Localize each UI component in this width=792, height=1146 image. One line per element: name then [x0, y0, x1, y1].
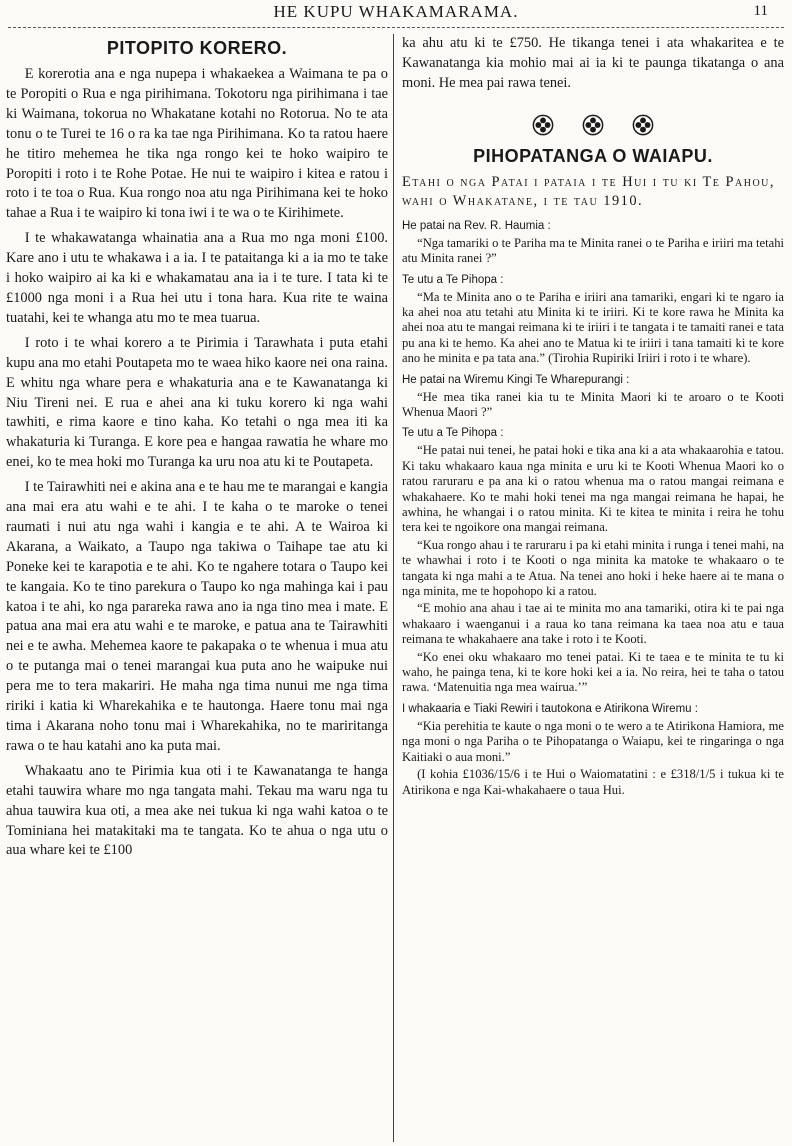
section-heading-pihopatanga: PIHOPATANGA O WAIAPU.	[473, 145, 713, 166]
qa-label: Te utu a Te Pihopa :	[402, 273, 504, 286]
qa-paragraph: (I kohia £1036/15/6 i te Hui o Waiomatatini : e £318/1/5 i tukua ki te Atirikona e nga Kai-whakahaere o taua Hui.	[402, 767, 784, 797]
qa-label: I whakaaria e Tiaki Rewiri i tautokona e Atirikona Wiremu :	[402, 702, 698, 715]
left-column	[6, 34, 388, 1144]
paragraph: I te Tairawhiti nei e akina ana e te hau me te marangai e kangia ana mai era atu wahi e te ahi. I te kaha o te maroke o tenei raumati i nui atu nga wahi i kangia e te ahi. A te Wairoa ki Akarana, a Waikato, a Taupo nga takiwa o Taihape tae atu ki Poneke kei te karapotia e te ahi. Ko te ngahere totara o Taupo kei te kangaia. Ko te tino parekura o Taupo ko nga mahinga kai i pau katoa i te ahi, ko nga parareka rawa ano ia nga tino mea i mate. E patua ana mai era atu wahi e te maroke, e patua ana te Tairawhiti nei e te awha. Mehemea kaore te pakapaka o te whenua i mua atu o te putanga mai o tenei marangai kua puta ano he waipuke nui pera me to tera makariri. He maha nga tima nunui me nga tima ririki i katia ki Wharekahika e te hautonga. Haere tonu mai nga tima i Akarana noho tonu mai i Wharekahika, no te mariritanga rawa o te hau katahi ano ka puta mai.	[6, 479, 388, 754]
paragraph: Whakaatu ano te Pirimia kua oti i te Kawanatanga te hanga etahi tauwira whare mo nga tangata mahi. Tekau ma waru nga tu ahua tauwira kua oti, a mea ake nei tukua ki nga wahi katoa o te Tominiana hei matakitaki ma te tangata. Ko te ahua o nga utu o aua whare kei te £100	[6, 762, 388, 859]
flower-ornament-icon	[632, 114, 654, 136]
continued-paragraph: ka ahu atu ki te £750. He tikanga tenei i ata whakaritea e te Kawanatanga kia mohio mai ai ia ki te paunga tikatanga o ana moni. He mea pai rawa tenei.	[402, 35, 784, 91]
qa-label: He patai na Wiremu Kingi Te Wharepurangi :	[402, 373, 630, 386]
qa-paragraph: “Kua rongo ahau i te raruraru i pa ki etahi minita i runga i tenei mahi, na te whawhai i roto i te Kooti o nga minita ka matoke te whakaaro o te tangata ki nga mahi a te Atua. Na tenei ano hoki i heke haere ai te mana o nga minita, me te hopohopo ki a ratou.	[402, 537, 784, 599]
qa-paragraph: “Ko enei oku whakaaro mo tenei patai. Ki te taea e te minita te tu ki waho, he painga tena, ki te kore hoki kei a ia. No reira, hei te taha o tatou rawa. ‘Matenuitia nga mea wairua.’”	[402, 649, 784, 695]
section-heading-pitopito: PITOPITO KORERO.	[106, 38, 288, 58]
flower-ornament-icon	[532, 114, 554, 136]
qa-paragraph: “He mea tika ranei kia tu te Minita Maori ki te aroaro o te Kooti Whenua Maori ?”	[402, 389, 784, 419]
header-rule	[8, 27, 784, 28]
qa-label: Te utu a Te Pihopa :	[402, 427, 504, 440]
qa-paragraph: “Kia perehitia te kaute o nga moni o te wero a te Atirikona Hamiora, me nga moni o nga Pariha o te Pihopatanga o Waiapu, kei te ringaringa o nga Kaitiaki o aua moni.”	[402, 718, 784, 764]
qa-paragraph: “Nga tamariki o te Pariha ma te Minita ranei o te Pariha e iriiri ma tetahi atu Minita ranei ?”	[402, 235, 784, 266]
paragraph: E korerotia ana e nga nupepa i whakaekea a Waimana te pa o te Poropiti o Rua e nga pirihimana. Tokotoru nga pirihimana i tae ki Waimana, tokorua no Whakatane kotahi no Rotorua. No te ata tonu o te Turei te 16 o ra ka tae nga Pirihimana. Ko ta ratou haere he titiro mehemea he tika nga rongo kei te hoko waipiro te Poropiti i roto i te Rohe Potae. He nui te waipiro i kitea e ratou i roto i te toa o Rua. Kua rongo noa atu nga Pirihimana kei te hoko tahae a Rua i te waipiro ki tona iwi i te wa o te Kirihimete.	[6, 66, 388, 222]
qa-label: He patai na Rev. R. Haumia :	[402, 219, 551, 232]
qa-paragraph: “He patai nui tenei, he patai hoki e tika ana ki a ata whakaarohia e tatou. Ki taku whakaaro kaua nga minita e uru ki te Kooti Whenua Maori ko o ratou raruraru e pa ana ki o ratou whenua ma o ratou mangai reimana e whakahaere. Ko te mahi hoki tenei ma nga mangai reimana he hapai, he awhina, he whangai i o ratou minita. Ki te kitea te minita i reira he tohu tera kei te ngoikore ona mangai reimana.	[402, 443, 784, 535]
paragraph: I roto i te whai korero a te Pirimia i Tarawhata i puta etahi kupu ana mo etahi Poutapeta mo te waea hiko kaore nei ona raina. E whitu nga whare pera e whakaturia ana e te Kawanatanga ki Niu Tireni nei. E rua e ahei ana ki tuku korero ki nga wahi tawhiti, e rima kaore e tino kaha. Ko tetahi o nga mea iti ka whakaturia ki Turanga. E kore pea e hangaa rawatia he whare mo enei, ko te mea hoki mo Turanga ka uru noa atu ki te Poutapeta.	[6, 334, 388, 471]
right-column	[402, 34, 784, 1144]
paragraph: I te whakawatanga whainatia ana a Rua mo nga moni £100. Kare ano i utu te whakawa i a ia. I te pataitanga ki a ia mo te take i hoko waipiro ai ka ki e whakamatau ana ia i te ture. I tata ki te £1000 nga moni i a Rua hei utu i tona hara. Kua rite te waina tuatahi, kei te whanga atu mo te mea tuarua.	[6, 230, 388, 326]
page-number: 11	[753, 3, 768, 19]
flower-ornament-icon	[582, 114, 604, 136]
column-divider	[393, 34, 394, 1142]
ornament-row	[402, 114, 784, 136]
qa-paragraph: “Ma te Minita ano o te Pariha e iriiri ana tamariki, engari ki te ngaro ia ka ahei noa atu tetahi atu Minita ki te iriiri. Ki te kore rawa he Minita ka ahei noa atu te mangai reimana ki te iriiri i te tangata i te tamaiti ranei e tata pu ana ki te hemo. Ka ahei ano te Matua ki te iriiri i tana tamaiti ki te kore ano he minita e pa tata ana.” (Tirohia Rupiriki Iriiri i roto i te whare).	[402, 289, 784, 366]
section-subheading: Etahi o nga Patai i pataia i te Hui i tu ki Te Pahou, wahi o Whakatane, i te tau 1910.	[402, 173, 776, 209]
qa-paragraph: “E mohio ana ahau i tae ai te minita mo ana tamariki, otira ki te pai nga whakaaro i waenganui i a raua ko tana reimana ka taea noa atu e taua reimana te whakahaere ana take i roto i te Kooti.	[402, 601, 784, 647]
running-title: HE KUPU WHAKAMARAMA.	[273, 2, 519, 21]
running-header	[0, 0, 792, 30]
